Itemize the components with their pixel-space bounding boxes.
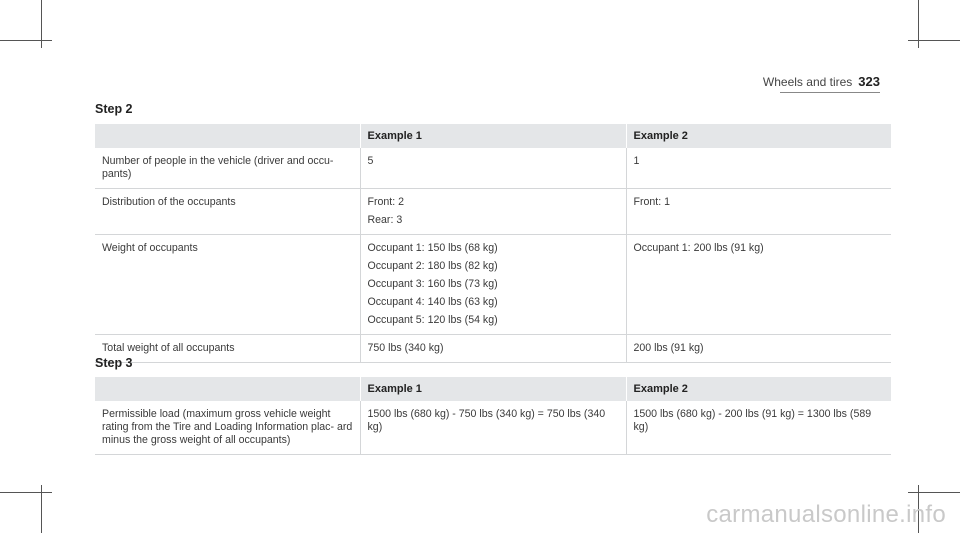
- cell-line: 5: [367, 155, 374, 167]
- cell-line: Occupant 2: 180 lbs (82 kg): [367, 260, 498, 272]
- column-header: [95, 124, 360, 148]
- running-header: [763, 74, 880, 89]
- step3-title: Step 3: [95, 356, 133, 370]
- example2-cell: [626, 401, 891, 455]
- crop-mark: [908, 40, 960, 41]
- cell-line: Occupant 1: 200 lbs (91 kg): [633, 242, 764, 254]
- column-header: Example 1: [360, 377, 626, 401]
- column-header: Example 1: [360, 124, 626, 148]
- cell-line: Rear: 3: [367, 214, 403, 226]
- column-header: Example 2: [626, 377, 891, 401]
- row-label: Total weight of all occupants: [95, 335, 360, 363]
- section-title: Wheels and tires: [762, 75, 853, 89]
- example2-cell: [626, 189, 891, 235]
- column-header: Example 2: [626, 124, 891, 148]
- cell-line: Occupant 3: 160 lbs (73 kg): [367, 278, 498, 290]
- example1-cell: [360, 235, 626, 335]
- table-row: [95, 189, 891, 235]
- table-header-row: [95, 377, 891, 401]
- table-row: [95, 401, 891, 455]
- step3-table: [95, 377, 891, 455]
- cell-line: Front: 1: [633, 196, 671, 208]
- step2-table: [95, 124, 891, 363]
- header-rule: [780, 92, 880, 93]
- table-row: [95, 235, 891, 335]
- row-label: Permissible load (maximum gross vehicle weight rating from the Tire and Loading Information plac- ard minus the gross weight of all occupants): [95, 401, 360, 455]
- cell-line: 1500 lbs (680 kg) - 200 lbs (91 kg) = 1300 lbs (589 kg): [633, 408, 872, 433]
- column-header: [95, 377, 360, 401]
- row-label: Weight of occupants: [95, 235, 360, 335]
- page-number: 323: [858, 74, 880, 89]
- cell-line: Occupant 4: 140 lbs (63 kg): [367, 296, 498, 308]
- example2-cell: [626, 235, 891, 335]
- crop-mark: [0, 492, 52, 493]
- cell-line: 1: [633, 155, 640, 167]
- cell-line: 750 lbs (340 kg): [367, 342, 444, 354]
- table-header-row: [95, 124, 891, 148]
- example1-cell: [360, 401, 626, 455]
- example1-cell: [360, 189, 626, 235]
- example1-cell: [360, 148, 626, 189]
- crop-mark: [0, 40, 52, 41]
- table-row: [95, 148, 891, 189]
- cell-line: Occupant 5: 120 lbs (54 kg): [367, 314, 498, 326]
- row-label: Distribution of the occupants: [95, 189, 360, 235]
- row-label: Number of people in the vehicle (driver and occu- pants): [95, 148, 360, 189]
- example2-cell: [626, 335, 891, 363]
- cell-line: 200 lbs (91 kg): [633, 342, 704, 354]
- cell-line: Front: 2: [367, 196, 405, 208]
- cell-line: 1500 lbs (680 kg) - 750 lbs (340 kg) = 750 lbs (340 kg): [367, 408, 606, 433]
- cell-line: Occupant 1: 150 lbs (68 kg): [367, 242, 498, 254]
- crop-mark: [908, 492, 960, 493]
- step2-title: Step 2: [95, 102, 133, 116]
- table-row: [95, 335, 891, 363]
- example1-cell: [360, 335, 626, 363]
- watermark: carmanualsonline.info: [706, 501, 946, 528]
- example2-cell: [626, 148, 891, 189]
